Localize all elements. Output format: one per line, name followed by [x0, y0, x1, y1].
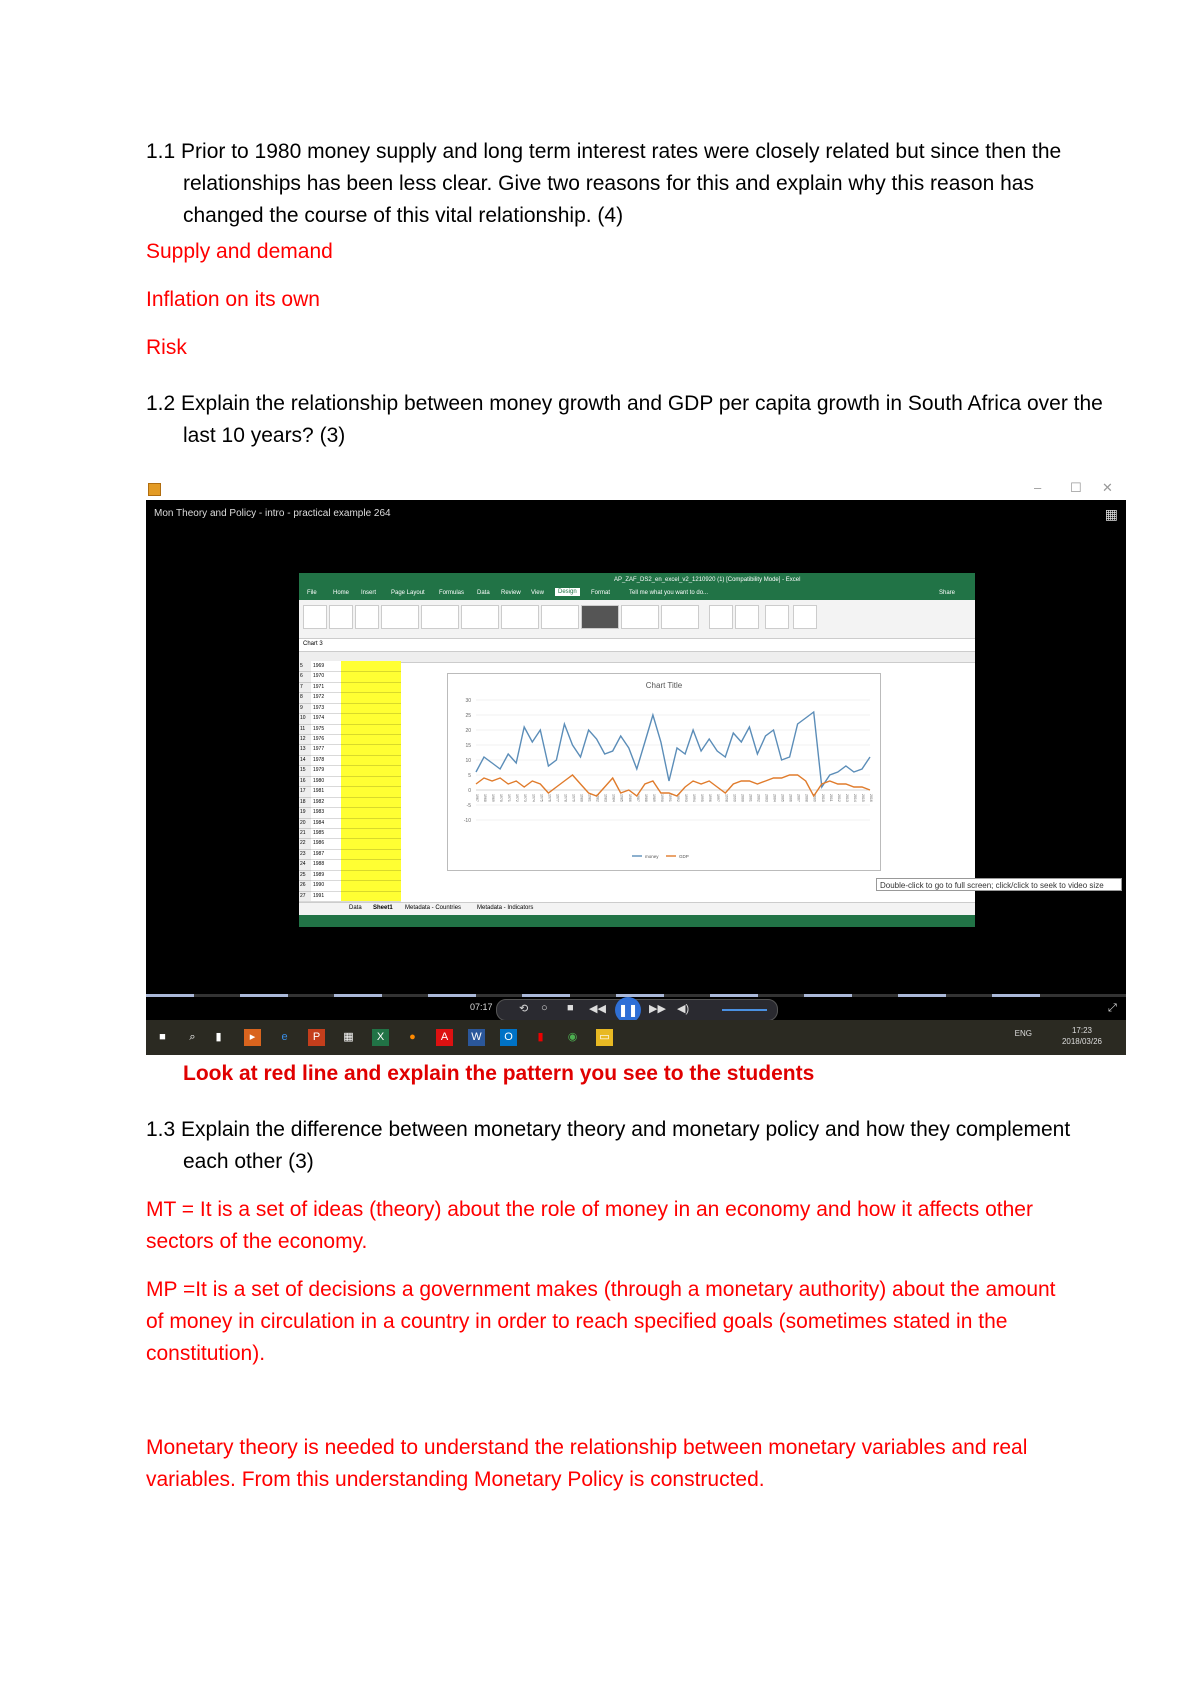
switch-row-column-icon[interactable] — [709, 605, 733, 629]
tab-format[interactable]: Format — [591, 590, 611, 596]
row-gridline — [299, 765, 401, 766]
quick-layout-icon[interactable] — [329, 605, 353, 629]
share-button[interactable]: Share — [939, 590, 956, 596]
x-tick-label: 2001 — [748, 794, 753, 802]
tab-view[interactable]: View — [531, 590, 544, 596]
x-tick-label: 1989 — [651, 794, 656, 802]
fullscreen-icon[interactable]: ⤢ — [1108, 1002, 1117, 1014]
x-tick-label: 1991 — [667, 794, 672, 802]
x-tick-label: 1984 — [611, 794, 616, 802]
row-gridline — [299, 838, 401, 839]
tab-insert[interactable]: Insert — [361, 590, 377, 596]
x-tick-label: 2006 — [788, 794, 793, 802]
chart-style-thumb[interactable] — [461, 605, 499, 629]
row-number: 9 — [300, 704, 303, 711]
windows-taskbar — [146, 1020, 1126, 1055]
year-cell[interactable]: 1986 — [313, 840, 325, 847]
chrome-icon[interactable]: ◉ — [567, 1031, 578, 1043]
excel-title: AP_ZAF_DS2_en_excel_v2_1210920 (1) [Compatibility Mode] - Excel — [614, 577, 801, 583]
row-number: 12 — [300, 736, 306, 743]
chart-area[interactable] — [447, 673, 881, 871]
row-number: 14 — [300, 756, 306, 763]
data-columns — [299, 661, 403, 901]
year-cell[interactable]: 1978 — [313, 756, 325, 763]
y-tick-label: 15 — [465, 743, 471, 749]
year-cell[interactable]: 1979 — [313, 767, 325, 774]
x-tick-label: 1995 — [700, 794, 705, 802]
next-icon[interactable]: ▶▶ — [649, 1003, 666, 1015]
sheet-tab-metadata-indicators[interactable]: Metadata - Indicators — [477, 905, 534, 911]
change-colors-icon[interactable] — [355, 605, 379, 629]
sheet-tab-metadata-countries[interactable]: Metadata - Countries — [405, 905, 462, 911]
file-explorer-icon[interactable]: ▭ — [596, 1029, 613, 1046]
player-controls — [146, 998, 1126, 1020]
year-cell[interactable]: 1971 — [313, 683, 325, 690]
grid-icon[interactable]: ▦ — [1104, 506, 1118, 522]
tab-review[interactable]: Review — [501, 590, 521, 596]
row-number: 8 — [300, 694, 303, 701]
tab-page-layout[interactable]: Page Layout — [391, 590, 425, 596]
sheet-tabs — [299, 902, 975, 915]
row-gridline — [299, 682, 401, 683]
row-number: 5 — [300, 663, 303, 669]
year-cell[interactable]: 1981 — [313, 788, 325, 795]
x-tick-label: 2010 — [820, 794, 825, 802]
question-1-1: 1.1 Prior to 1980 money supply and long term interest rates were closely related but since then the relationships has been less clear. Give two reasons for this and explain why this reason has changed the course of this vital relationship. (4) — [146, 140, 1062, 227]
minimize-icon[interactable]: – — [1034, 480, 1042, 495]
search-icon[interactable]: ⌕ — [189, 1031, 196, 1043]
app-icon — [148, 483, 161, 496]
y-tick-label: 5 — [468, 773, 471, 779]
x-tick-label: 1975 — [539, 794, 544, 802]
video-player[interactable] — [146, 500, 1126, 1046]
x-tick-label: 2009 — [812, 794, 817, 802]
question-1-2: 1.2 Explain the relationship between money growth and GDP per capita growth in South Africa over the last 10 years? (3) — [146, 392, 1103, 447]
row-number: 23 — [300, 850, 306, 857]
y-tick-label: 20 — [465, 728, 471, 734]
row-number: 17 — [300, 788, 306, 795]
chart-style-thumb[interactable] — [661, 605, 699, 629]
year-cell[interactable]: 1975 — [313, 725, 325, 732]
volume-icon[interactable]: ◀) — [677, 1003, 690, 1015]
calculator-icon[interactable]: ▦ — [343, 1031, 354, 1043]
x-tick-label: 1974 — [531, 794, 536, 802]
year-cell[interactable]: 1977 — [313, 746, 325, 753]
row-gridline — [299, 870, 401, 871]
answer-1-1-a: Supply and demand — [146, 240, 333, 263]
year-cell[interactable]: 1982 — [313, 798, 325, 805]
row-number: 25 — [300, 871, 306, 878]
word-icon[interactable]: W — [468, 1029, 485, 1046]
row-numbers — [299, 661, 311, 901]
row-gridline — [299, 713, 401, 714]
stop-icon[interactable]: ■ — [567, 1002, 574, 1014]
player-tooltip: Double-click to go to full screen; click/click to seek to video size — [876, 878, 1122, 891]
tab-formulas[interactable]: Formulas — [439, 590, 465, 596]
row-gridline — [299, 797, 401, 798]
x-tick-label: 1999 — [732, 794, 737, 802]
answer-1-2: Look at red line and explain the pattern you see to the students — [183, 1062, 815, 1085]
window-titlebar — [146, 480, 1126, 500]
x-tick-label: 1994 — [692, 794, 697, 802]
chart-style-thumb[interactable] — [501, 605, 539, 629]
chart-style-thumb[interactable] — [581, 605, 619, 629]
firefox-icon[interactable]: ● — [409, 1031, 416, 1043]
row-number: 15 — [300, 767, 306, 774]
add-chart-element-icon[interactable] — [303, 605, 327, 629]
x-tick-label: 2002 — [756, 794, 761, 802]
y-tick-label: 0 — [468, 788, 471, 794]
ribbon-tabs — [299, 587, 975, 600]
restore-icon[interactable]: ☐ — [1070, 480, 1082, 495]
player-title: Mon Theory and Policy - intro - practical example 264 — [154, 508, 391, 519]
chart-title: Chart Title — [645, 681, 683, 690]
x-tick-label: 1985 — [619, 794, 624, 802]
change-chart-type-icon[interactable] — [765, 605, 789, 629]
chart-style-thumb[interactable] — [541, 605, 579, 629]
row-gridline — [299, 807, 401, 808]
x-tick-label: 1998 — [724, 794, 729, 802]
tab-data[interactable]: Data — [477, 590, 490, 596]
row-gridline — [299, 849, 401, 850]
line-chart — [448, 674, 880, 870]
x-tick-label: 2003 — [764, 794, 769, 802]
name-box[interactable]: Chart 3 — [303, 641, 323, 647]
year-cell[interactable]: 1974 — [313, 715, 325, 722]
x-tick-label: 1979 — [571, 794, 576, 802]
x-tick-label: 1996 — [708, 794, 713, 802]
x-tick-label: 1977 — [555, 794, 560, 802]
x-tick-label: 2011 — [828, 794, 833, 802]
row-gridline — [299, 818, 401, 819]
row-gridline — [299, 734, 401, 735]
x-tick-label: 1969 — [491, 794, 496, 802]
control-pill — [496, 999, 778, 1021]
x-tick-label: 1972 — [515, 794, 520, 802]
start-icon[interactable]: ■ — [159, 1031, 166, 1043]
row-gridline — [299, 880, 401, 881]
x-tick-label: 1990 — [659, 794, 664, 802]
cortana-icon[interactable]: ▮ — [215, 1031, 222, 1043]
x-tick-label: 2016 — [869, 794, 873, 802]
tab-design[interactable]: Design — [555, 588, 580, 596]
x-tick-label: 1968 — [483, 794, 488, 802]
shuffle-icon[interactable]: ⟲ — [519, 1003, 529, 1015]
year-cell[interactable]: 1973 — [313, 704, 325, 711]
row-number: 19 — [300, 809, 306, 816]
x-tick-label: 2004 — [772, 794, 777, 802]
year-cell[interactable]: 1980 — [313, 777, 325, 784]
x-tick-label: 1982 — [595, 794, 600, 802]
answer-1-3-mp: MP =It is a set of decisions a government makes (through a monetary authority) about the amount of money in circulation in a country in order to reach specified goals (sometimes stated in the constitution). — [146, 1278, 1056, 1365]
series-line-GDP — [476, 775, 870, 796]
year-cell[interactable]: 1983 — [313, 809, 325, 816]
clock[interactable] — [1062, 1025, 1102, 1047]
row-gridline — [299, 724, 401, 725]
media-player-icon[interactable]: ▸ — [244, 1029, 261, 1046]
x-tick-label: 2014 — [852, 794, 857, 802]
question-1-3: 1.3 Explain the difference between monetary theory and monetary policy and how they complement each other (3) — [146, 1118, 1071, 1173]
clock-date: 2018/03/26 — [1061, 1037, 1102, 1046]
year-cell[interactable]: 1985 — [313, 829, 325, 836]
volume-slider[interactable] — [722, 1009, 767, 1011]
x-tick-label: 1993 — [684, 794, 689, 802]
sheet-tab-sheet1[interactable]: Sheet1 — [373, 905, 393, 911]
row-gridline — [299, 859, 401, 860]
row-gridline — [299, 786, 401, 787]
x-tick-label: 1976 — [547, 794, 552, 802]
series-line-money — [476, 712, 870, 787]
x-tick-label: 2005 — [780, 794, 785, 802]
row-number: 20 — [300, 819, 306, 826]
answer-1-3-conclusion: Monetary theory is needed to understand the relationship between monetary variables and real variables. From this understanding Monetary Policy is constructed. — [146, 1436, 1028, 1491]
ribbon-toolbar — [299, 600, 975, 639]
year-cell[interactable]: 1976 — [313, 736, 325, 743]
move-chart-icon[interactable] — [793, 605, 817, 629]
repeat-icon[interactable]: ○ — [541, 1002, 548, 1014]
x-tick-label: 1997 — [716, 794, 721, 802]
y-tick-label: -10 — [463, 818, 471, 824]
powerpoint-icon[interactable]: P — [308, 1029, 325, 1046]
excel-icon[interactable]: X — [372, 1029, 389, 1046]
row-number: 27 — [300, 892, 306, 899]
excel-titlebar — [299, 573, 975, 587]
x-tick-label: 1986 — [627, 794, 632, 802]
select-data-icon[interactable] — [735, 605, 759, 629]
year-column — [311, 661, 341, 901]
row-gridline — [299, 703, 401, 704]
row-gridline — [299, 744, 401, 745]
row-number: 6 — [300, 673, 303, 680]
row-gridline — [299, 755, 401, 756]
embedded-screenshot — [146, 480, 1126, 1046]
timecode: 07:17 — [470, 1002, 493, 1012]
x-tick-label: 1987 — [635, 794, 640, 802]
tell-me-search[interactable]: Tell me what you want to do... — [629, 590, 709, 596]
pause-button[interactable]: ❚❚ — [615, 997, 641, 1023]
y-tick-label: 25 — [465, 713, 471, 719]
x-tick-label: 2015 — [860, 794, 865, 802]
row-number: 26 — [300, 882, 306, 889]
year-cell[interactable]: 1972 — [313, 694, 325, 701]
year-cell[interactable]: 1990 — [313, 882, 325, 889]
row-number: 11 — [300, 725, 306, 732]
year-cell[interactable]: 1984 — [313, 819, 325, 826]
x-tick-label: 1980 — [579, 794, 584, 802]
x-tick-label: 1988 — [643, 794, 648, 802]
legend-label-GDP: GDP — [679, 854, 689, 859]
sheet-tab-data[interactable]: Data — [349, 905, 362, 911]
formula-bar[interactable] — [299, 639, 975, 652]
row-number: 10 — [300, 715, 306, 722]
outlook-icon[interactable]: O — [500, 1029, 517, 1046]
row-gridline — [299, 828, 401, 829]
clock-time: 17:23 — [1071, 1026, 1092, 1035]
x-tick-label: 2008 — [804, 794, 809, 802]
x-tick-label: 2013 — [844, 794, 849, 802]
row-gridline — [299, 692, 401, 693]
x-tick-label: 1971 — [507, 794, 512, 802]
x-tick-label: 1981 — [587, 794, 592, 802]
x-tick-label: 1970 — [499, 794, 504, 802]
chart-style-thumb[interactable] — [421, 605, 459, 629]
tab-home[interactable]: Home — [333, 590, 350, 596]
app-red-icon[interactable]: ▮ — [537, 1031, 544, 1043]
year-cell[interactable]: 1988 — [313, 861, 325, 868]
row-gridline — [299, 671, 401, 672]
x-tick-label: 1967 — [475, 794, 479, 802]
row-number: 7 — [300, 683, 303, 690]
previous-icon[interactable]: ◀◀ — [589, 1003, 606, 1015]
row-number: 18 — [300, 798, 306, 805]
acrobat-icon[interactable]: A — [436, 1029, 453, 1046]
year-cell[interactable]: 1989 — [313, 871, 325, 878]
y-tick-label: -5 — [466, 803, 471, 809]
excel-statusbar — [299, 915, 975, 927]
row-gridline — [299, 891, 401, 892]
row-number: 16 — [300, 777, 306, 784]
year-cell[interactable]: 1991 — [313, 892, 325, 899]
year-cell[interactable]: 1987 — [313, 850, 325, 857]
tab-file[interactable]: File — [307, 590, 317, 596]
x-tick-label: 2012 — [836, 794, 841, 802]
x-tick-label: 1978 — [563, 794, 568, 802]
row-number: 22 — [300, 840, 306, 847]
x-tick-label: 1992 — [676, 794, 681, 802]
highlighted-data-columns — [341, 661, 401, 901]
y-tick-label: 10 — [465, 758, 471, 764]
year-cell[interactable]: 1970 — [313, 673, 325, 680]
row-number: 24 — [300, 861, 306, 868]
x-tick-label: 2000 — [740, 794, 745, 802]
x-tick-label: 1973 — [523, 794, 528, 802]
chart-style-thumb[interactable] — [381, 605, 419, 629]
edge-icon[interactable]: e — [281, 1031, 288, 1043]
year-cell[interactable]: 1969 — [313, 663, 325, 669]
row-number: 13 — [300, 746, 306, 753]
chart-style-thumb[interactable] — [621, 605, 659, 629]
row-number: 21 — [300, 829, 306, 836]
x-tick-label: 2007 — [796, 794, 801, 802]
excel-window — [299, 573, 975, 927]
answer-1-3-mt: MT = It is a set of ideas (theory) about the role of money in an economy and how it affects other sectors of the economy. — [146, 1198, 1033, 1253]
answer-1-1-b: Inflation on its own — [146, 288, 320, 311]
y-tick-label: 30 — [465, 698, 471, 704]
x-tick-label: 1983 — [603, 794, 608, 802]
answer-1-1-c: Risk — [146, 336, 187, 359]
row-gridline — [299, 776, 401, 777]
tray-language[interactable]: ENG — [1014, 1029, 1032, 1038]
close-icon[interactable]: ✕ — [1102, 480, 1113, 495]
legend-label-money: money — [645, 854, 659, 859]
